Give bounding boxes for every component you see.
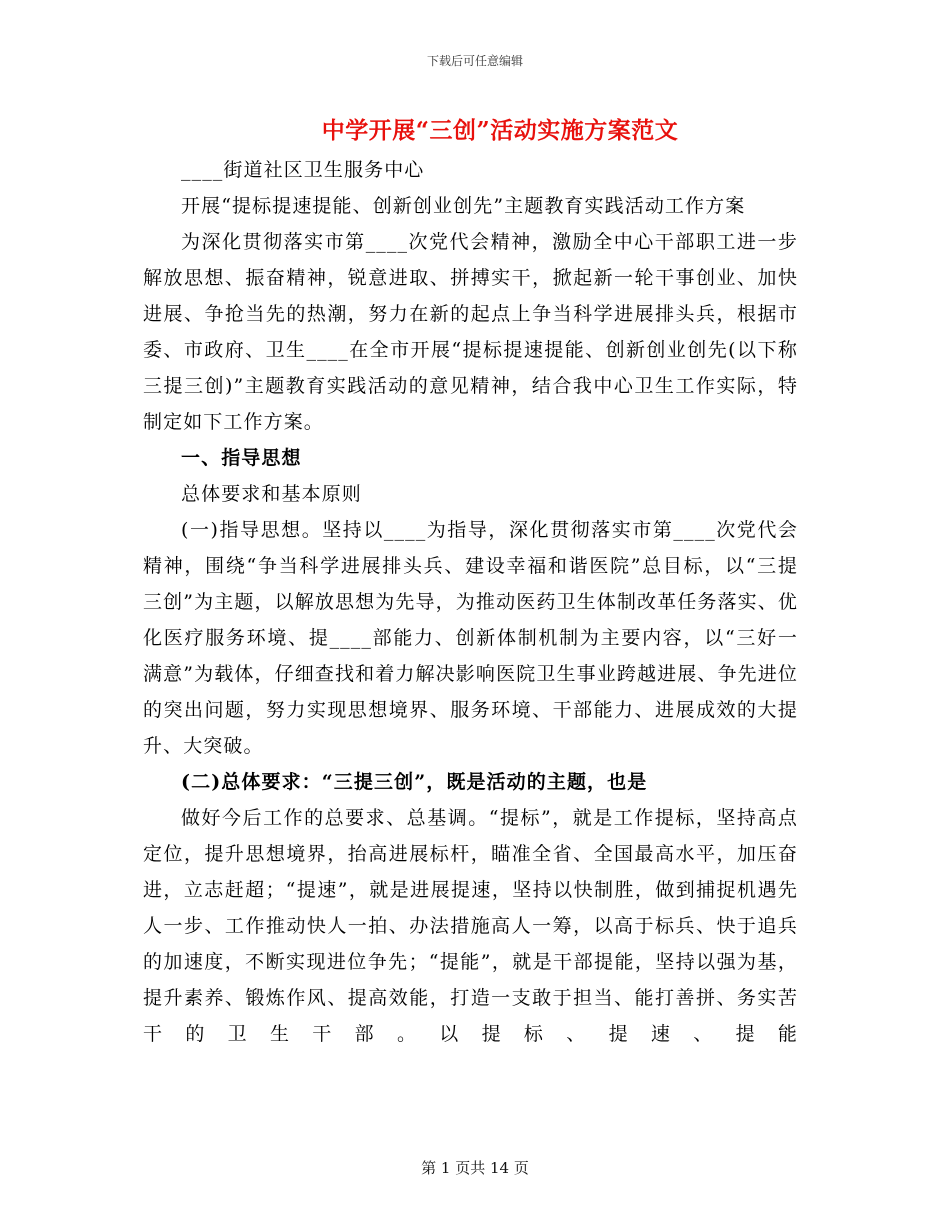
page-footer: 第 1 页共 14 页 (421, 1159, 529, 1177)
paragraph-general-requirements-heading: (二)总体要求：“三提三创”，既是活动的主题，也是 (181, 771, 648, 793)
paragraph-guiding-thought: (一)指导思想。坚持以____为指导，深化贯彻落实市第____次党代会精神，围绕“争当科学进展排头兵、建设幸福和谐医院”总目标，以“三提三创”为主题，以解放思想为先导，为推动医药卫生体制改革任务落实、优化医疗服务环境、提____部能力、创新体制机制为主要内容，以“三好一满意”为载体，仔细查找和着力解决影响医院卫生事业跨越进展、争先进位的突出问题，努力实现思想境界、服务环境、干部能力、进展成效的大提升、大突破。 (143, 519, 798, 757)
paragraph-preamble: 为深化贯彻落实市第____次党代会精神，激励全中心干部职工进一步解放思想、振奋精神，锐意进取、拼搏实干，掀起新一轮干事创业、加快进展、争抢当先的热潮，努力在新的起点上争当科学进展排头兵，根据市委、市政府、卫生____在全市开展“提标提速提能、创新创业创先(以下称三提三创)”主题教育实践活动的意见精神，结合我中心卫生工作实际，特制定如下工作方案。 (143, 231, 798, 433)
document-body (143, 152, 798, 1052)
page-header-note: 下载后可任意编辑 (426, 54, 523, 68)
paragraph-plan-name: 开展“提标提速提能、创新创业创先”主题教育实践活动工作方案 (181, 195, 746, 217)
paragraph-general-requirements: 做好今后工作的总要求、总基调。“提标”，就是工作提标，坚持高点定位，提升思想境界，抬高进展标杆，瞄准全省、全国最高水平，加压奋进，立志赶超；“提速”，就是进展提速，坚持以快制胜，做到捕捉机遇先人一步、工作推动快人一拍、办法措施高人一筹，以高于标兵、快于追兵的加速度，不断实现进位争先；“提能”，就是干部提能，坚持以强为基，提升素养、锻炼作风、提高效能，打造一支敢于担当、能打善拼、务实苦干的卫生干部。以提标、提速、提能 (143, 807, 798, 1045)
paragraph-subheading: 总体要求和基本原则 (181, 483, 362, 505)
document-title: 中学开展“三创”活动实施方案范文 (321, 117, 679, 144)
paragraph-issuer: ____街道社区卫生服务中心 (181, 159, 425, 181)
section-heading-guiding-thought: 一、指导思想 (181, 447, 302, 469)
